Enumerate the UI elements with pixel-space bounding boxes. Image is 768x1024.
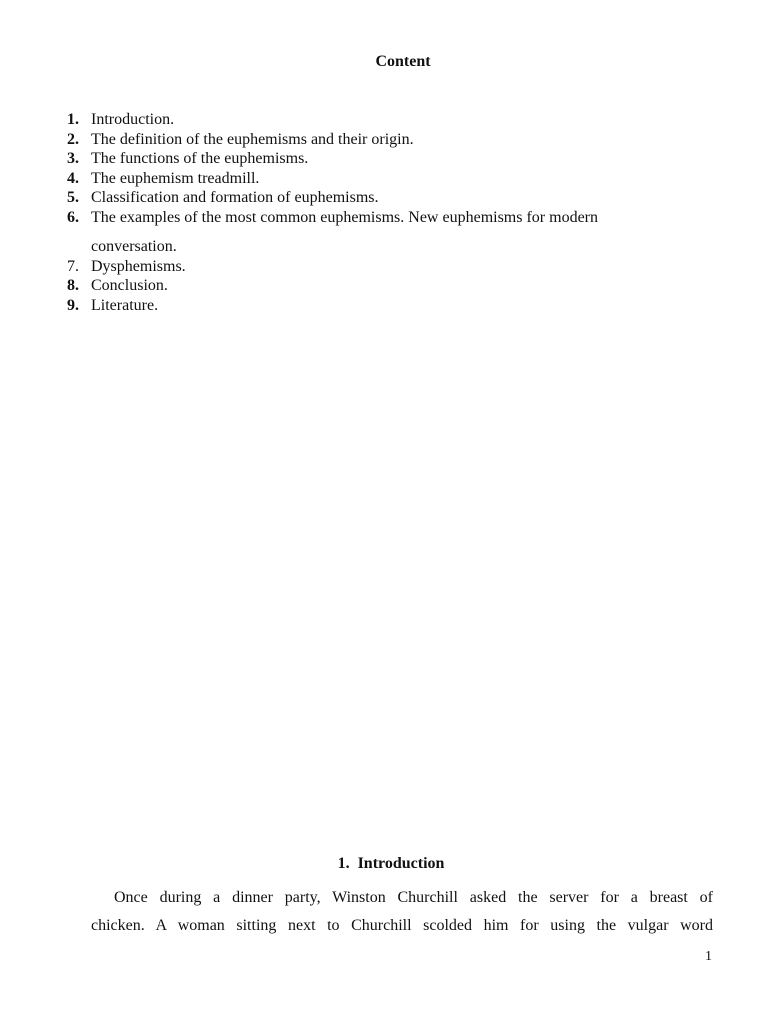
toc-item-text: The examples of the most common euphemisms. New euphemisms for modern xyxy=(91,208,599,226)
toc-item-number: 6. xyxy=(67,208,79,226)
toc-item-text: Introduction. xyxy=(91,111,175,128)
toc-item-number: 9. xyxy=(67,296,79,314)
toc-item-number: 3. xyxy=(67,150,79,167)
toc-item-number: 8. xyxy=(67,277,79,294)
toc-item xyxy=(67,169,707,189)
body-line: chicken. A woman sitting next to Churchill scolded him for using the vulgar word xyxy=(91,917,713,934)
toc-item-text: The definition of the euphemisms and their origin. xyxy=(91,130,414,148)
toc-item-number: 5. xyxy=(67,189,79,206)
toc-item-text: Conclusion. xyxy=(91,277,168,294)
toc-item-text: Literature. xyxy=(91,296,159,314)
toc-item xyxy=(67,208,707,257)
page-number: 1 xyxy=(705,949,712,964)
toc-item-text-continuation: conversation. xyxy=(91,238,177,255)
toc-item-text: Dysphemisms. xyxy=(91,257,186,275)
toc-item-number: 1. xyxy=(67,111,79,128)
table-of-contents xyxy=(67,110,707,315)
body-line: Once during a dinner party, Winston Churchill asked the server for a breast of xyxy=(114,889,713,906)
toc-item xyxy=(67,257,707,277)
toc-item xyxy=(67,188,707,208)
toc-item xyxy=(67,149,707,169)
section-heading: 1. Introduction xyxy=(337,855,445,872)
toc-item xyxy=(67,296,707,316)
toc-item-number: 2. xyxy=(67,130,79,148)
toc-item-number: 4. xyxy=(67,169,79,187)
toc-item-text: The euphemism treadmill. xyxy=(91,169,260,187)
toc-item xyxy=(67,110,707,130)
toc-item xyxy=(67,276,707,296)
toc-item-text: The functions of the euphemisms. xyxy=(91,150,309,167)
toc-item-number: 7. xyxy=(67,257,79,275)
body-paragraph xyxy=(91,884,713,940)
page-title: Content xyxy=(375,53,431,70)
toc-item-text: Classification and formation of euphemisms. xyxy=(91,189,379,206)
toc-item xyxy=(67,130,707,150)
